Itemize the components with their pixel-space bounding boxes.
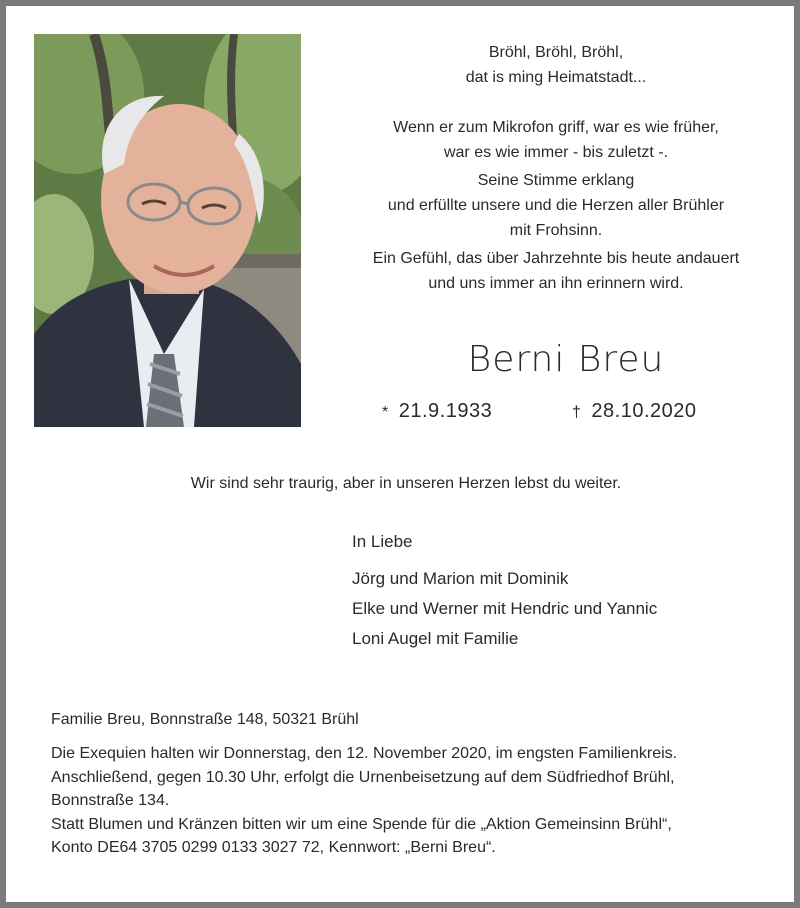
poem-line: dat is ming Heimatstadt...	[465, 69, 647, 86]
poem-line: Bröhl, Bröhl, Bröhl,	[488, 44, 624, 61]
family-member: Jörg und Marion mit Dominik	[352, 569, 569, 588]
info-section	[51, 708, 786, 859]
poem	[326, 40, 786, 296]
exequien-text: Die Exequien halten wir Donnerstag, den 12. November 2020, im engsten Familienkreis.	[51, 745, 678, 762]
burial-text-line: Anschließend, gegen 10.30 Uhr, erfolgt die Urnenbeisetzung auf dem Südfriedhof Brühl,	[51, 769, 675, 786]
deceased-name: Berni Breu	[467, 339, 665, 380]
poem-line: und erfüllte unsere und die Herzen aller Brühler	[387, 197, 725, 214]
family-signature	[352, 532, 792, 654]
poem-line: und uns immer an ihn erinnern wird.	[428, 275, 684, 292]
birth-date-group	[382, 400, 492, 423]
family-member: Elke und Werner mit Hendric und Yannic	[352, 599, 658, 618]
portrait-photo	[34, 34, 301, 427]
birth-star-icon: *	[382, 404, 389, 421]
donation-text-line: Statt Blumen und Kränzen bitten wir um eine Spende für die „Aktion Gemeinsinn Brühl“,	[51, 816, 672, 833]
poem-line: mit Frohsinn.	[509, 222, 603, 239]
poem-line: Seine Stimme erklang	[477, 172, 635, 189]
death-date: 28.10.2020	[591, 400, 697, 422]
donation-text-line: Konto DE64 3705 0299 0133 3027 72, Kennwort: „Berni Breu“.	[51, 839, 496, 856]
burial-text-line: Bonnstraße 134.	[51, 792, 170, 809]
family-intro: In Liebe	[352, 532, 413, 551]
death-date-group	[572, 400, 697, 423]
poem-line: Ein Gefühl, das über Jahrzehnte bis heute andauert	[372, 250, 740, 267]
birth-date: 21.9.1933	[398, 400, 493, 422]
death-cross-icon: †	[572, 404, 582, 421]
tagline: Wir sind sehr traurig, aber in unseren Herzen lebst du weiter.	[190, 475, 622, 492]
family-member: Loni Augel mit Familie	[352, 629, 519, 648]
poem-line: Wenn er zum Mikrofon griff, war es wie früher,	[393, 119, 719, 136]
poem-line: war es wie immer - bis zuletzt -.	[443, 144, 669, 161]
family-address: Familie Breu, Bonnstraße 148, 50321 Brühl	[51, 711, 359, 728]
